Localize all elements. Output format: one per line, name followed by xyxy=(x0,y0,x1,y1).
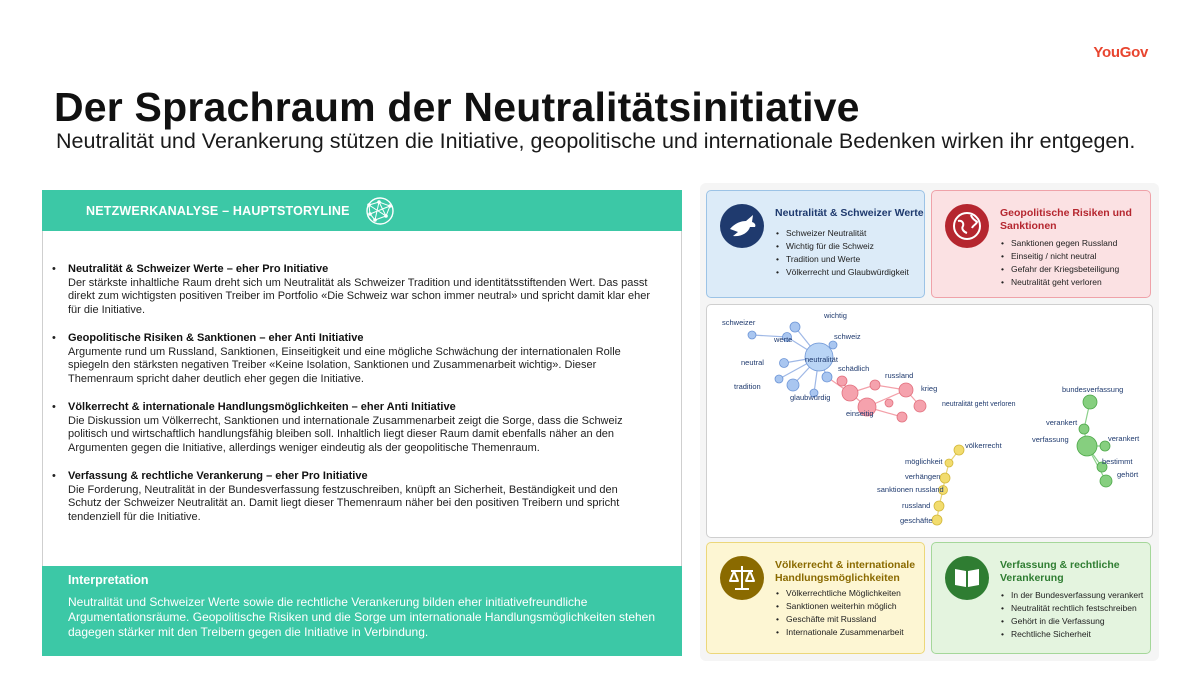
bullet-verfassung: • Verfassung & rechtliche Verankerung – eher Pro Initiative Die Forderung, Neutralität in der Bundesverfassung festzuschreiben, knüpft an Sicherheit, Beständigkeit und den Schutz der Schweizer Neutralität an. Damit liegt dieser Themenraum näher bei den positiven Treibern und spricht tendenziell für die Initiative. xyxy=(50,470,650,524)
network-graph xyxy=(706,304,1153,538)
bullet-title: Geopolitische Risiken & Sanktionen – eher Anti Initiative xyxy=(68,332,364,344)
card-item: • Geschäfte mit Russland xyxy=(786,613,904,626)
net-label: verfassung xyxy=(1032,435,1069,444)
card-item: • In der Bundesverfassung verankert xyxy=(1011,589,1143,602)
card-list xyxy=(775,227,909,279)
bullet-title: Neutralität & Schweizer Werte – eher Pro Initiative xyxy=(68,263,329,275)
net-label: gehört xyxy=(1117,470,1139,479)
card-item: • Gefahr der Kriegsbeteiligung xyxy=(1011,263,1119,276)
interpretation-text: Neutralität und Schweizer Werte sowie die rechtliche Verankerung bilden eher initiativefreundliche Argumentationsräume. Geopolitische Risiken und die Sorge um internationale Handlungsmöglichkeiten stehen dagegen stärker mit den Treibern gegen die Initiative in Verbindung. xyxy=(68,595,656,639)
card-title: Völkerrecht & internationale Handlungsmöglichkeiten xyxy=(775,559,916,584)
card-item: • Tradition und Werte xyxy=(786,253,909,266)
card-title: Verfassung & rechtliche Verankerung xyxy=(1000,559,1120,584)
card-item: • Völkerrechtliche Möglichkeiten xyxy=(786,587,904,600)
net-label: werte xyxy=(774,335,793,344)
dove-icon xyxy=(719,203,765,249)
net-label: einseitig xyxy=(846,409,874,418)
storyline-header-label: NETZWERKANALYSE – HAUPTSTORYLINE xyxy=(86,204,350,218)
bullet-text: Der stärkste inhaltliche Raum dreht sich um Neutralität als Schweizer Tradition und identitätsstiftenden Wert. Das passt direkt zum wichtigsten positiven Treiber im Portfolio «Die Schweiz war schon immer neutral» und spricht damit klar eher für die Initiative. xyxy=(68,276,651,316)
bullet-geopolitik: • Geopolitische Risiken & Sanktionen – eher Anti Initiative Argumente rund um Russland, Sanktionen, Einseitigkeit und eine mögliche Schwächung der internationalen Rolle spiegeln den stärksten negativen Treiber «Keine Isolation, Sanktionen und Zusammenarbeit wichtig». Dieser Themenraum spricht daher deutlich eher gegen die Initiative. xyxy=(50,332,650,386)
card-title: Neutralität & Schweizer Werte xyxy=(775,207,924,219)
net-label: russland xyxy=(902,501,931,510)
net-label: krieg xyxy=(921,384,938,393)
net-label: verhängen xyxy=(905,472,941,481)
card-title: Geopolitische Risiken und Sanktionen xyxy=(1000,207,1132,232)
net-label: wichtig xyxy=(824,311,847,320)
interpretation-title: Interpretation xyxy=(68,573,149,587)
card-item: • Wichtig für die Schweiz xyxy=(786,240,909,253)
card-list xyxy=(1000,237,1119,289)
net-label: sanktionen russland xyxy=(877,485,944,494)
net-label: neutralität geht verloren xyxy=(942,401,1016,408)
net-label: russland xyxy=(885,371,914,380)
card-item: • Sanktionen gegen Russland xyxy=(1011,237,1119,250)
net-label: schweizer xyxy=(722,318,756,327)
net-label: möglichkeit xyxy=(905,457,943,466)
storyline-bullets xyxy=(50,263,650,539)
net-label: völkerrecht xyxy=(965,441,1002,450)
net-label: geschäfte xyxy=(900,516,933,525)
net-label: neutralität xyxy=(805,355,838,364)
globe-network-icon xyxy=(364,195,396,232)
card-neutralitaet xyxy=(706,190,925,298)
card-voelkerrecht xyxy=(706,542,925,654)
card-geopolitik xyxy=(931,190,1151,298)
net-label: verankert xyxy=(1046,418,1078,427)
bullet-title: Verfassung & rechtliche Verankerung – eher Pro Initiative xyxy=(68,470,368,482)
net-label: tradition xyxy=(734,382,761,391)
card-item: • Internationale Zusammenarbeit xyxy=(786,626,904,639)
net-label: bestimmt xyxy=(1102,457,1133,466)
card-item: • Gehört in die Verfassung xyxy=(1011,615,1143,628)
globe-icon xyxy=(944,203,990,249)
card-list xyxy=(775,587,904,639)
card-item: • Neutralität rechtlich festschreiben xyxy=(1011,602,1143,615)
net-label: schweiz xyxy=(834,332,861,341)
card-list xyxy=(1000,589,1143,641)
bullet-text: Die Forderung, Neutralität in der Bundesverfassung festzuschreiben, knüpft an Sicherheit, Beständigkeit und den Schutz der Schweizer Neutralität an. Damit liegt dieser Themenraum näher bei den positiven Treibern und spricht tendenziell für die Initiative. xyxy=(68,483,620,523)
card-verfassung xyxy=(931,542,1151,654)
interpretation-box xyxy=(42,566,682,656)
card-item: • Rechtliche Sicherheit xyxy=(1011,628,1143,641)
card-item: • Neutralität geht verloren xyxy=(1011,276,1119,289)
book-icon xyxy=(944,555,990,601)
card-item: • Völkerrecht und Glaubwürdigkeit xyxy=(786,266,909,279)
page-subtitle: Neutralität und Verankerung stützen die Initiative, geopolitische und internationale Bedenken wirken ihr entgegen. xyxy=(56,129,1136,153)
net-label: bundesverfassung xyxy=(1062,385,1124,394)
card-item: • Sanktionen weiterhin möglich xyxy=(786,600,904,613)
net-label: neutral xyxy=(741,358,764,367)
storyline-header xyxy=(42,190,682,231)
bullet-neutralitaet: • Neutralität & Schweizer Werte – eher Pro Initiative Der stärkste inhaltliche Raum dreht sich um Neutralität als Schweizer Tradition und identitätsstiftenden Wert. Das passt direkt zum wichtigsten positiven Treiber im Portfolio «Die Schweiz war schon immer neutral» und spricht damit klar eher für die Initiative. xyxy=(52,263,651,316)
scales-icon xyxy=(719,555,765,601)
yougov-logo: YouGov xyxy=(1093,44,1148,61)
card-item: • Einseitig / nicht neutral xyxy=(1011,250,1119,263)
net-label: schädlich xyxy=(838,364,870,373)
bullet-text: Die Diskussion um Völkerrecht, Sanktionen und internationale Zusammenarbeit zeigt die Sorge, dass die Schweiz politisch und wirtschaftlich handlungsfähig bleiben soll. Inhaltlich liegt dieser Raum damit ebenfalls näher an den Argumenten gegen die Initiative, allerdings weniger eindeutig als der geopolitische Themenraum. xyxy=(68,414,623,454)
net-label: verankert xyxy=(1108,434,1140,443)
bullet-voelkerrecht: • Völkerrecht & internationale Handlungsmöglichkeiten – eher Anti Initiative Die Diskussion um Völkerrecht, Sanktionen und internationale Zusammenarbeit zeigt die Sorge, dass die Schweiz politisch und wirtschaftlich handlungsfähig bleiben soll. Inhaltlich liegt dieser Raum damit ebenfalls näher an den Argumenten gegen die Initiative, allerdings weniger eindeutig als der geopolitische Themenraum. xyxy=(50,401,650,455)
page-title: Der Sprachraum der Neutralitätsinitiative xyxy=(54,84,860,130)
card-item: • Schweizer Neutralität xyxy=(786,227,909,240)
net-label: glaubwürdig xyxy=(790,393,831,402)
bullet-text: Argumente rund um Russland, Sanktionen, Einseitigkeit und eine mögliche Schwächung der internationalen Rolle spiegeln den stärksten negativen Treiber «Keine Isolation, Sanktionen und Zusammenarbeit wichtig». Dieser Themenraum spricht daher deutlich eher gegen die Initiative. xyxy=(68,345,621,385)
bullet-title: Völkerrecht & internationale Handlungsmöglichkeiten – eher Anti Initiative xyxy=(68,401,456,413)
